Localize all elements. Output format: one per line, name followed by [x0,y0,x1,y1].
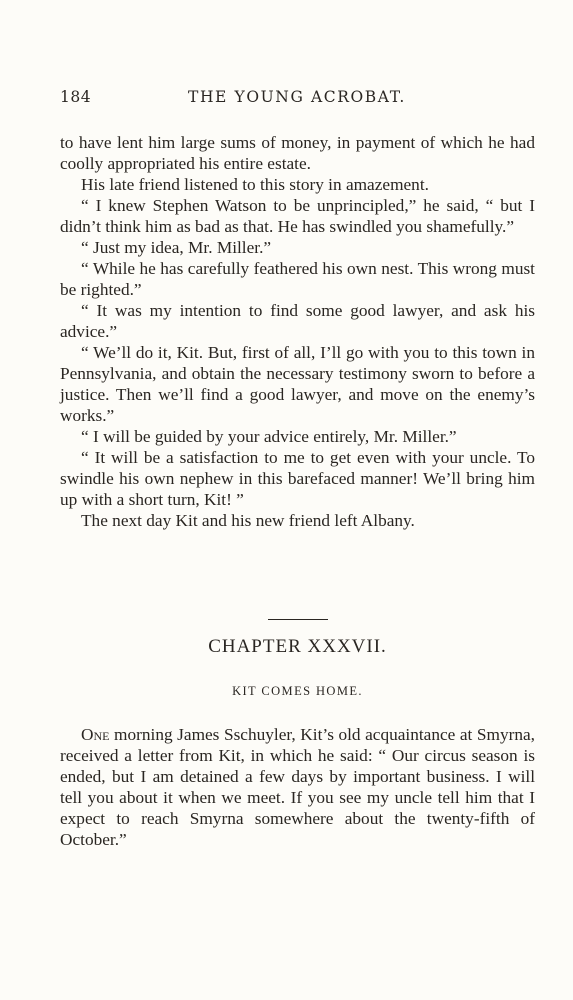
paragraph: His late friend listened to this story in amazement. [81,175,429,194]
chapter-subheading: KIT COMES HOME. [232,684,363,698]
running-head [60,88,535,112]
opening-word: One [81,725,110,744]
paragraph-rest: morning James Sschuyler, Kit’s old acquaintance at Smyrna, received a letter from Kit, in which he said: “ Our circus season is ended, but I am detained a few days by important business. I will tell you about it when we meet. If you see my uncle tell him that I expect to reach Smyrna somewhere about the twenty-fifth of October.” [60,725,535,849]
paragraph: The next day Kit and his new friend left Albany. [81,511,415,530]
chapter-text [60,724,535,850]
paragraph: “ It will be a satisfaction to me to get even with your uncle. To swindle his own nephew in this barefaced manner! We’ll bring him up with a short turn, Kit! ” [60,448,535,509]
paragraph [60,724,535,850]
body-text [60,132,535,531]
running-title: THE YOUNG ACROBAT. [188,88,406,106]
paragraph: “ We’ll do it, Kit. But, first of all, I’ll go with you to this town in Pennsylvania, and obtain the necessary testimony sworn to before a justice. Then we’ll find a good lawyer, and move on the enemy’s works.” [60,343,535,425]
paragraph: “ I will be guided by your advice entirely, Mr. Miller.” [81,427,457,446]
paragraph: to have lent him large sums of money, in payment of which he had coolly appropriated his entire estate. [60,133,535,173]
paragraph: “ While he has carefully feathered his own nest. This wrong must be righted.” [60,259,535,299]
paragraph: “ I knew Stephen Watson to be unprincipled,” he said, “ but I didn’t think him as bad as that. He has swindled you shamefully.” [60,196,535,236]
paragraph: “ Just my idea, Mr. Miller.” [81,238,272,257]
section-divider [268,619,328,620]
chapter-heading: CHAPTER XXXVII. [208,636,387,657]
page-number: 184 [60,88,92,106]
paragraph: “ It was my intention to find some good lawyer, and ask his advice.” [60,301,535,341]
